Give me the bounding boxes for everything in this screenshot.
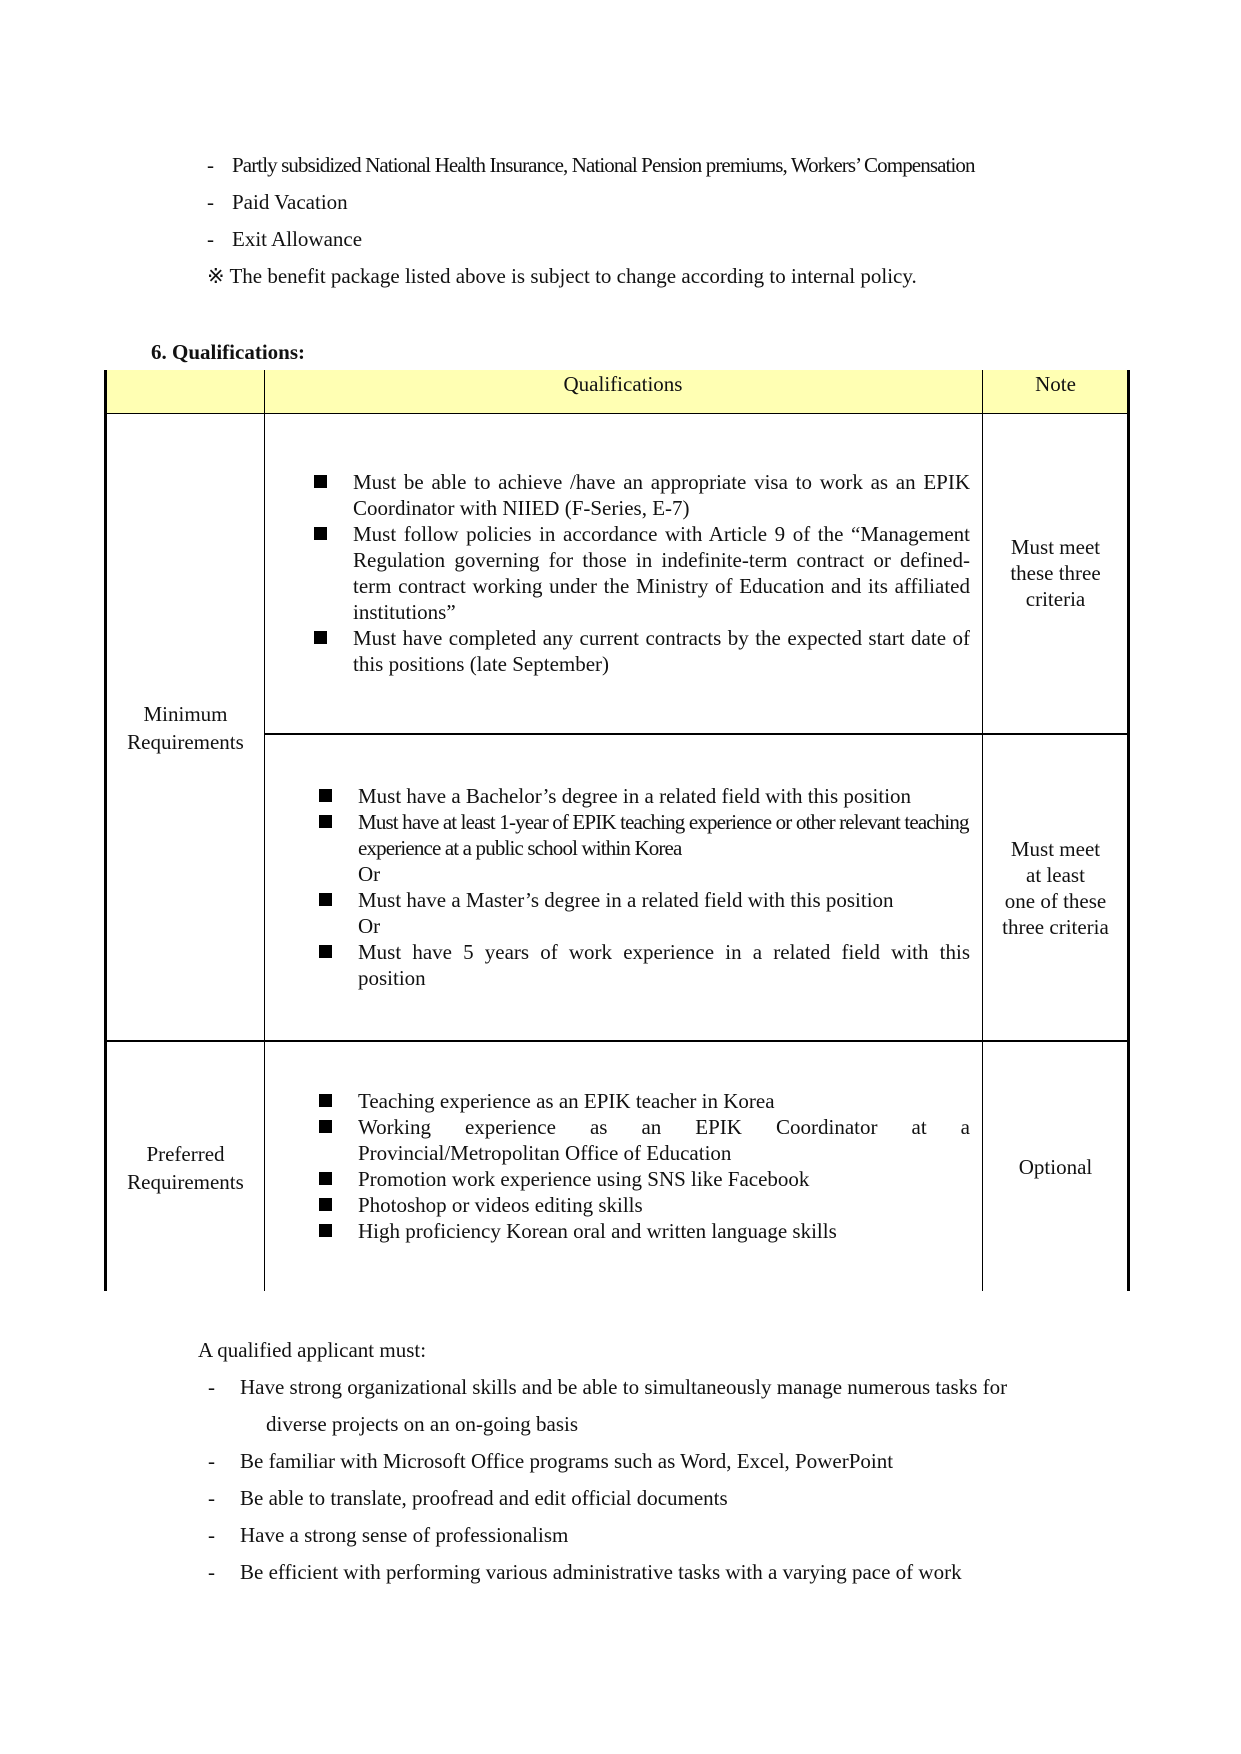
list-item: [358, 783, 970, 809]
category-line: Requirements: [127, 730, 244, 754]
square-bullet-icon: [319, 815, 332, 828]
square-bullet-icon: [319, 1120, 332, 1133]
square-bullet-icon: [319, 893, 332, 906]
item-text: Must have completed any current contracts by the expected start date of this positions (late September): [353, 626, 970, 676]
list-item: [358, 939, 970, 991]
item-text: Promotion work experience using SNS like Facebook: [358, 1167, 810, 1191]
square-bullet-icon: [314, 527, 327, 540]
bullet-dash: -: [207, 153, 214, 177]
note-line: three criteria: [1002, 915, 1109, 939]
bullet-dash: -: [208, 1375, 215, 1399]
square-bullet-icon: [319, 1172, 332, 1185]
row-divider: [107, 1040, 1127, 1042]
column-divider: [982, 370, 983, 1291]
note-must-meet-one: [982, 836, 1129, 940]
applicant-item-translate: Be able to translate, proofread and edit official documents: [240, 1486, 728, 1510]
note-line: one of these: [1004, 889, 1107, 913]
note-line: these three: [1010, 561, 1101, 585]
item-text: Must follow policies in accordance with Article 9 of the “Management Regulation governing for those in indefinite-term contract or defined-term contract working under the Ministry of Education and its affiliated institutions”: [353, 522, 970, 624]
section-title: 6. Qualifications:: [151, 340, 306, 364]
list-item: [358, 1088, 970, 1114]
category-line: Requirements: [127, 1170, 244, 1194]
category-minimum-requirements: [107, 700, 264, 756]
item-text: Photoshop or videos editing skills: [358, 1193, 643, 1217]
benefit-item-insurance: Partly subsidized National Health Insurance, National Pension premiums, Workers’ Compensation: [232, 153, 975, 177]
applicant-item-professionalism: Have a strong sense of professionalism: [240, 1523, 569, 1547]
applicant-item-efficient: Be efficient with performing various administrative tasks with a varying pace of work: [240, 1560, 962, 1584]
header-note: Note: [1035, 372, 1076, 396]
benefit-item-exit-allowance: Exit Allowance: [232, 227, 363, 251]
applicant-intro: A qualified applicant must:: [198, 1338, 427, 1362]
item-text: Teaching experience as an EPIK teacher in Korea: [358, 1089, 775, 1113]
square-bullet-icon: [319, 1094, 332, 1107]
item-text: Must have at least 1-year of EPIK teaching experience or other relevant teaching experience at a public school within Korea: [358, 810, 969, 860]
list-item: [353, 625, 970, 677]
or-separator: Or: [358, 862, 381, 886]
header-bottom-border: [107, 413, 1127, 414]
square-bullet-icon: [314, 475, 327, 488]
square-bullet-icon: [314, 631, 327, 644]
item-text: High proficiency Korean oral and written language skills: [358, 1219, 837, 1243]
bullet-dash: -: [208, 1523, 215, 1547]
or-separator: Or: [358, 914, 381, 938]
list-item: [358, 1192, 970, 1218]
item-text: Working experience as an EPIK Coordinator at a Provincial/Metropolitan Office of Education: [358, 1115, 970, 1165]
bullet-dash: -: [207, 190, 214, 214]
applicant-item-organizational: Have strong organizational skills and be able to simultaneously manage numerous tasks for: [240, 1375, 1008, 1399]
item-text: Must have 5 years of work experience in a related field with this position: [358, 940, 970, 990]
item-text: Must have a Bachelor’s degree in a related field with this position: [358, 784, 912, 808]
note-must-meet-three: [982, 534, 1129, 612]
note-line: criteria: [1025, 587, 1086, 611]
note-optional: Optional: [1018, 1155, 1093, 1179]
benefit-note: ※ The benefit package listed above is subject to change according to internal policy.: [207, 264, 917, 288]
applicant-item-ms-office: Be familiar with Microsoft Office programs such as Word, Excel, PowerPoint: [240, 1449, 894, 1473]
category-preferred-requirements: [107, 1140, 264, 1196]
note-line: Must meet: [1010, 535, 1101, 559]
table-border-right: [1127, 370, 1130, 1291]
column-divider: [264, 370, 265, 1291]
minimum-group-1-list: [353, 469, 970, 677]
benefit-item-vacation: Paid Vacation: [232, 190, 348, 214]
square-bullet-icon: [319, 1224, 332, 1237]
minimum-group-2-list: [358, 783, 970, 991]
list-item: [358, 1166, 970, 1192]
list-item: [358, 809, 970, 861]
item-text: Must be able to achieve /have an appropriate visa to work as an EPIK Coordinator with NIIED (F-Series, E-7): [353, 470, 970, 520]
list-item: [358, 887, 970, 913]
bullet-dash: -: [207, 227, 214, 251]
note-line: Must meet: [1010, 837, 1101, 861]
bullet-dash: -: [208, 1560, 215, 1584]
square-bullet-icon: [319, 1198, 332, 1211]
square-bullet-icon: [319, 789, 332, 802]
bullet-dash: -: [208, 1449, 215, 1473]
list-item: [358, 1114, 970, 1166]
category-line: Preferred: [146, 1142, 225, 1166]
row-divider: [264, 733, 1127, 735]
square-bullet-icon: [319, 945, 332, 958]
applicant-item-organizational-cont: diverse projects on an on-going basis: [266, 1412, 579, 1436]
header-qualifications: Qualifications: [563, 372, 683, 396]
list-item: [353, 521, 970, 625]
item-text: Must have a Master’s degree in a related field with this position: [358, 888, 894, 912]
list-item: [353, 469, 970, 521]
bullet-dash: -: [208, 1486, 215, 1510]
preferred-list: [358, 1088, 970, 1244]
note-line: at least: [1026, 863, 1085, 887]
category-line: Minimum: [143, 702, 228, 726]
list-item: [358, 1218, 970, 1244]
